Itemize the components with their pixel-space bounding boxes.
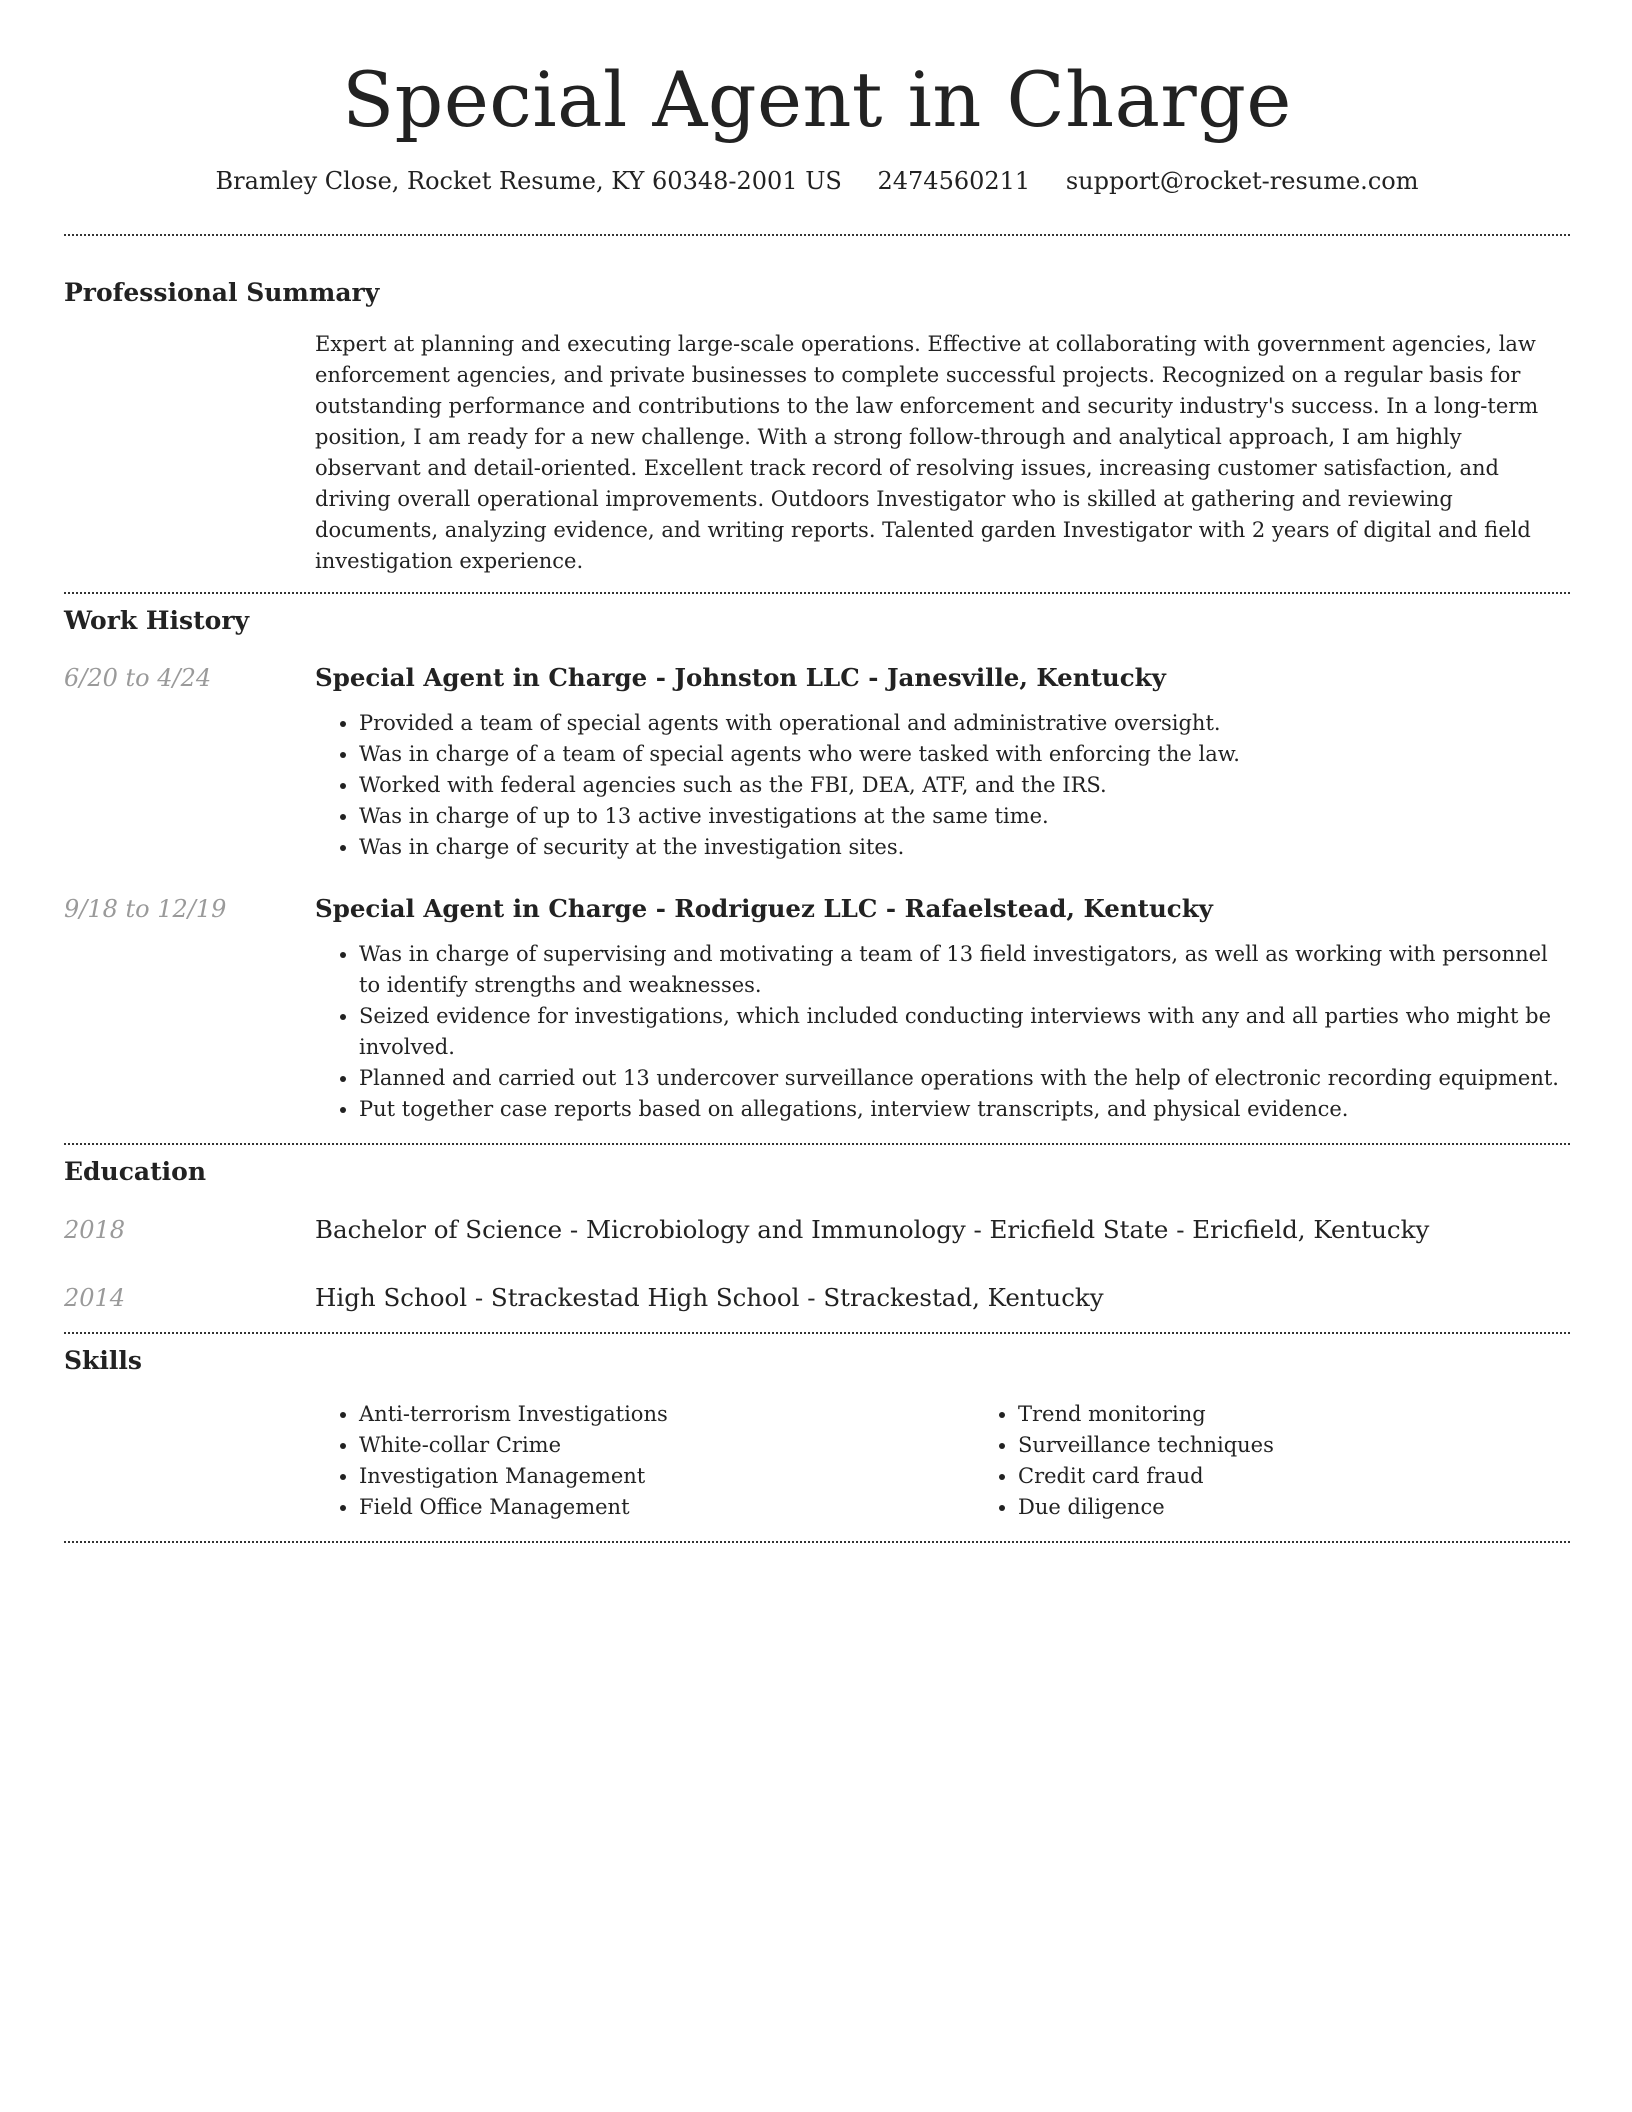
list-item: • Was in charge of supervising and motivating a team of 13 field investigators, as well as working with personnel to identify strengths and weaknesses. [359,939,1570,1001]
education-entry [64,1214,1570,1246]
list-item: • Credit card fraud [1018,1461,1632,1492]
divider [64,592,1570,594]
divider [64,234,1570,236]
job-bullets [315,708,1570,863]
education-school: - Ericfield State - Ericfield, Kentucky [965,1215,1430,1244]
education-entry [64,1282,1570,1314]
education-degree: Bachelor of Science - Microbiology and Immunology [315,1215,966,1244]
skills-body [315,1399,1632,1523]
job-body [315,893,1570,1125]
list-item: • Field Office Management [359,1492,974,1523]
list-item: • Planned and carried out 13 undercover surveillance operations with the help of electronic recording equipment. [359,1063,1570,1094]
list-item: • Investigation Management [359,1461,974,1492]
education-year: 2014 [64,1284,126,1312]
contact-phone: 2474560211 [877,167,1031,195]
education-heading [315,1282,1570,1314]
job-body [315,662,1570,863]
list-item: • Anti-terrorism Investigations [359,1399,974,1430]
job-dates: 6/20 to 4/24 [64,664,212,692]
contact-email: support@rocket-resume.com [1065,167,1419,195]
skills-list-left [315,1399,974,1523]
education-body [315,1214,1570,1246]
job-entry [64,662,1570,863]
job-entry [64,893,1570,1125]
summary-row [64,329,1570,577]
job-heading: Special Agent in Charge - Johnston LLC - Janesville, Kentucky [315,663,1166,692]
resume-name: Special Agent in Charge [342,55,1292,144]
education-year: 2018 [64,1216,126,1244]
section-title-summary: Professional Summary [64,278,380,307]
divider [64,1541,1570,1543]
section-title-education: Education [64,1157,207,1186]
list-item: • Put together case reports based on allegations, interview transcripts, and physical evidence. [359,1094,1570,1125]
list-item: • Worked with federal agencies such as the FBI, DEA, ATF, and the IRS. [359,770,1570,801]
job-heading: Special Agent in Charge - Rodriguez LLC - Rafaelstead, Kentucky [315,894,1213,923]
skills-list-right [974,1399,1632,1523]
list-item: • Provided a team of special agents with operational and administrative oversight. [359,708,1570,739]
list-item: • Was in charge of a team of special agents who were tasked with enforcing the law. [359,739,1570,770]
contact-address: Bramley Close, Rocket Resume, KY 60348-2001 US [215,167,842,195]
education-degree: High School [315,1283,468,1312]
list-item: • Trend monitoring [1018,1399,1632,1430]
list-item: • Surveillance techniques [1018,1430,1632,1461]
list-item: • Due diligence [1018,1492,1632,1523]
education-heading [315,1214,1570,1246]
summary-body [315,329,1570,577]
section-title-work: Work History [64,606,250,635]
section-title-skills: Skills [64,1346,142,1375]
list-item: • White-collar Crime [359,1430,974,1461]
job-dates: 9/18 to 12/19 [64,895,227,923]
divider [64,1143,1570,1145]
list-item: • Was in charge of security at the investigation sites. [359,832,1570,863]
job-bullets [315,939,1570,1125]
skills-spacer [64,1399,315,1523]
skills-row [64,1399,1570,1523]
skills-grid [315,1399,1632,1523]
education-body [315,1282,1570,1314]
contact-line [64,166,1570,196]
education-school: - Strackestad High School - Strackestad, Kentucky [467,1283,1104,1312]
divider [64,1332,1570,1334]
list-item: • Was in charge of up to 13 active investigations at the same time. [359,801,1570,832]
list-item: • Seized evidence for investigations, which included conducting interviews with any and all parties who might be involved. [359,1001,1570,1063]
resume-page [64,0,1570,1543]
summary-text: Expert at planning and executing large-scale operations. Effective at collaborating with government agencies, law enforcement agencies, and private businesses to complete successful projects. Recognized on a regular basis for outstanding performance and contributions to the law enforcement and security industry's success. In a long-term position, I am ready for a new challenge. With a strong follow-through and analytical approach, I am highly observant and detail-oriented. Excellent track record of resolving issues, increasing customer satisfaction, and driving overall operational improvements. Outdoors Investigator who is skilled at gathering and reviewing documents, analyzing evidence, and writing reports. Talented garden Investigator with 2 years of digital and field investigation experience. [315,332,1539,573]
summary-spacer [64,329,315,577]
